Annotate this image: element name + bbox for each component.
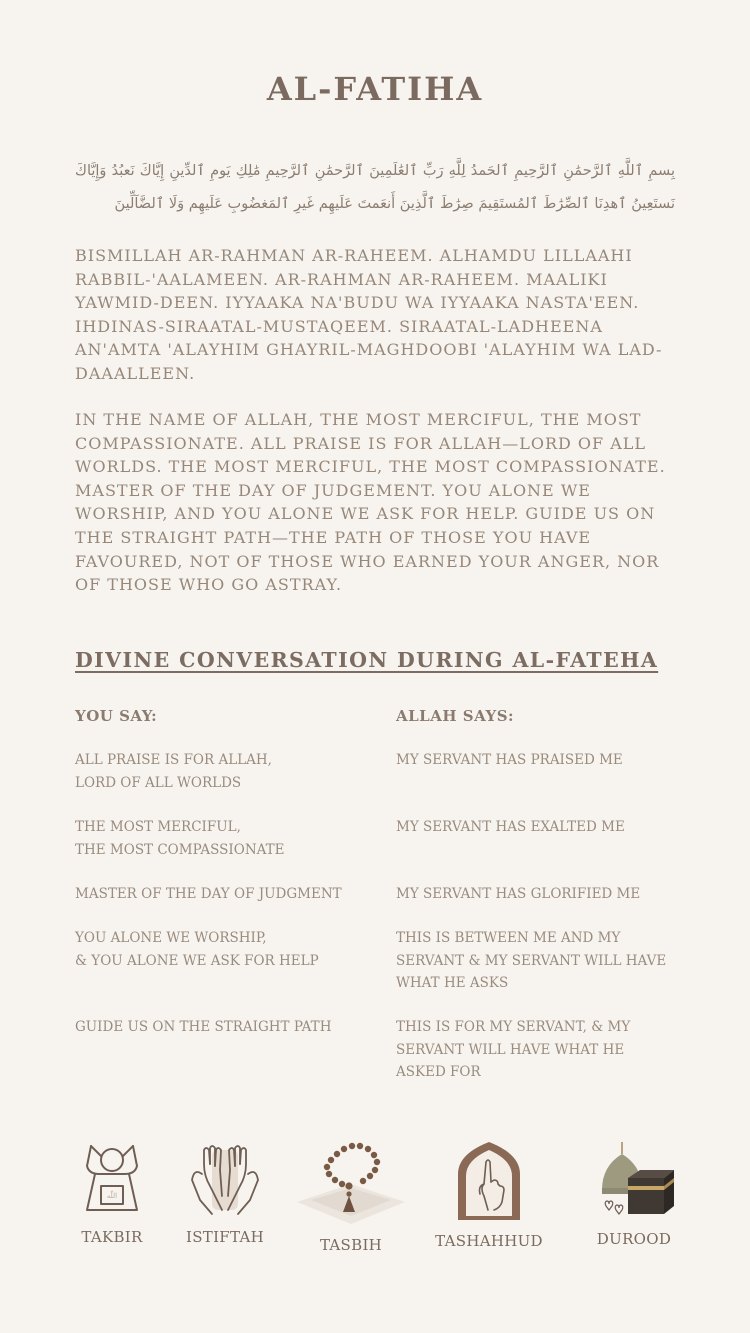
- translation-paragraph: IN THE NAME OF ALLAH, THE MOST MERCIFUL, THE MOST COMPASSIONATE. ALL PRAISE IS FOR ALLAH—LORD OF ALL WORLDS. THE MOST MERCIFUL, THE MOST COMPASSIONATE. MASTER OF THE DAY OF JUDGEMENT. YOU ALONE WE WORSHIP, AND YOU ALONE WE ASK FOR HELP. GUIDE US ON THE STRAIGHT PATH—THE PATH OF THOSE YOU HAVE FAVOURED, NOT OF THOSE WHO EARNED YOUR ANGER, NOR OF THOSE WHO GO ASTRAY.: [75, 410, 666, 595]
- allah-says-text: MY SERVANT HAS PRAISED ME: [396, 752, 623, 768]
- transliteration-paragraph: BISMILLAH AR-RAHMAN AR-RAHEEM. ALHAMDU LILLAAHI RABBIL-'AALAMEEN. AR-RAHMAN AR-RAHEEM. MAALIKI YAWMID-DEEN. IYYAAKA NA'BUDU WA IYYAAKA NASTA'EEN. IHDINAS-SIRAATAL-MUSTAQEEM. SIRAATAL-LADHEENA AN'AMTA 'ALAYHIM GHAYRIL-MAGHDOOBI 'ALAYHIM WA LAD-DAAALLEEN.: [75, 246, 663, 383]
- tashahhud-finger-icon: [454, 1140, 524, 1222]
- you-say-label: YOU SAY:: [75, 707, 158, 725]
- allah-says-text: MY SERVANT HAS EXALTED ME: [396, 819, 625, 835]
- you-say-text: ALL PRAISE IS FOR ALLAH, LORD OF ALL WORLDS: [75, 752, 272, 791]
- icon-istiftah[interactable]: [165, 1140, 285, 1246]
- icon-label: TAKBIR: [81, 1228, 143, 1246]
- icon-durood[interactable]: [574, 1140, 694, 1248]
- praying-hands-icon: [182, 1140, 268, 1218]
- icon-label: TASHAHHUD: [435, 1232, 543, 1250]
- arabic-text: بِسمِ ٱللَّهِ ٱلرَّحمَٰنِ ٱلرَّحِيمِ ٱلحَمدُ لِلَّهِ رَبِّ ٱلعَٰلَمِينَ ٱلرَّحمَٰنِ ٱلرَّحِيمِ مَٰلِكِ يَومِ ٱلدِّينِ إِيَّاكَ نَعبُدُ وَإِيَّاكَ نَستَعِينُ ٱهدِنَا ٱلصِّرَٰطَ ٱلمُستَقِيمَ صِرَٰطَ ٱلَّذِينَ أَنعَمتَ عَلَيهِم غَيرِ ٱلمَغضُوبِ عَلَيهِم وَلَا ٱلضَّآلِّينَ: [75, 163, 675, 212]
- allah-says-text: THIS IS FOR MY SERVANT, & MY SERVANT WILL HAVE WHAT HE ASKED FOR: [396, 1019, 631, 1080]
- icon-takbir[interactable]: [52, 1140, 172, 1246]
- conversation-heading: DIVINE CONVERSATION DURING AL-FATEHA: [75, 648, 659, 672]
- allah-says-text: MY SERVANT HAS GLORIFIED ME: [396, 886, 641, 902]
- icon-label: TASBIH: [319, 1236, 383, 1254]
- you-say-text: GUIDE US ON THE STRAIGHT PATH: [75, 1019, 332, 1035]
- icon-label: DUROOD: [596, 1230, 672, 1248]
- you-say-text: THE MOST MERCIFUL, THE MOST COMPASSIONATE: [75, 819, 285, 858]
- icon-label: ISTIFTAH: [185, 1228, 265, 1246]
- page-title: AL-FATIHA: [266, 70, 484, 108]
- allah-says-text: THIS IS BETWEEN ME AND MY SERVANT & MY SERVANT WILL HAVE WHAT HE ASKS: [396, 930, 667, 991]
- you-say-text: MASTER OF THE DAY OF JUDGMENT: [75, 886, 342, 902]
- takbir-figure-icon: [77, 1140, 147, 1218]
- kaaba-dome-icon: [594, 1140, 674, 1220]
- svg-text:اللّٰه: اللّٰه: [106, 1192, 118, 1200]
- icon-tasbih[interactable]: [291, 1140, 411, 1254]
- allah-says-label: ALLAH SAYS:: [396, 707, 515, 725]
- icon-tashahhud[interactable]: [429, 1140, 549, 1250]
- you-say-text: YOU ALONE WE WORSHIP, & YOU ALONE WE ASK FOR HELP: [75, 930, 319, 969]
- prayer-beads-icon: [291, 1140, 411, 1226]
